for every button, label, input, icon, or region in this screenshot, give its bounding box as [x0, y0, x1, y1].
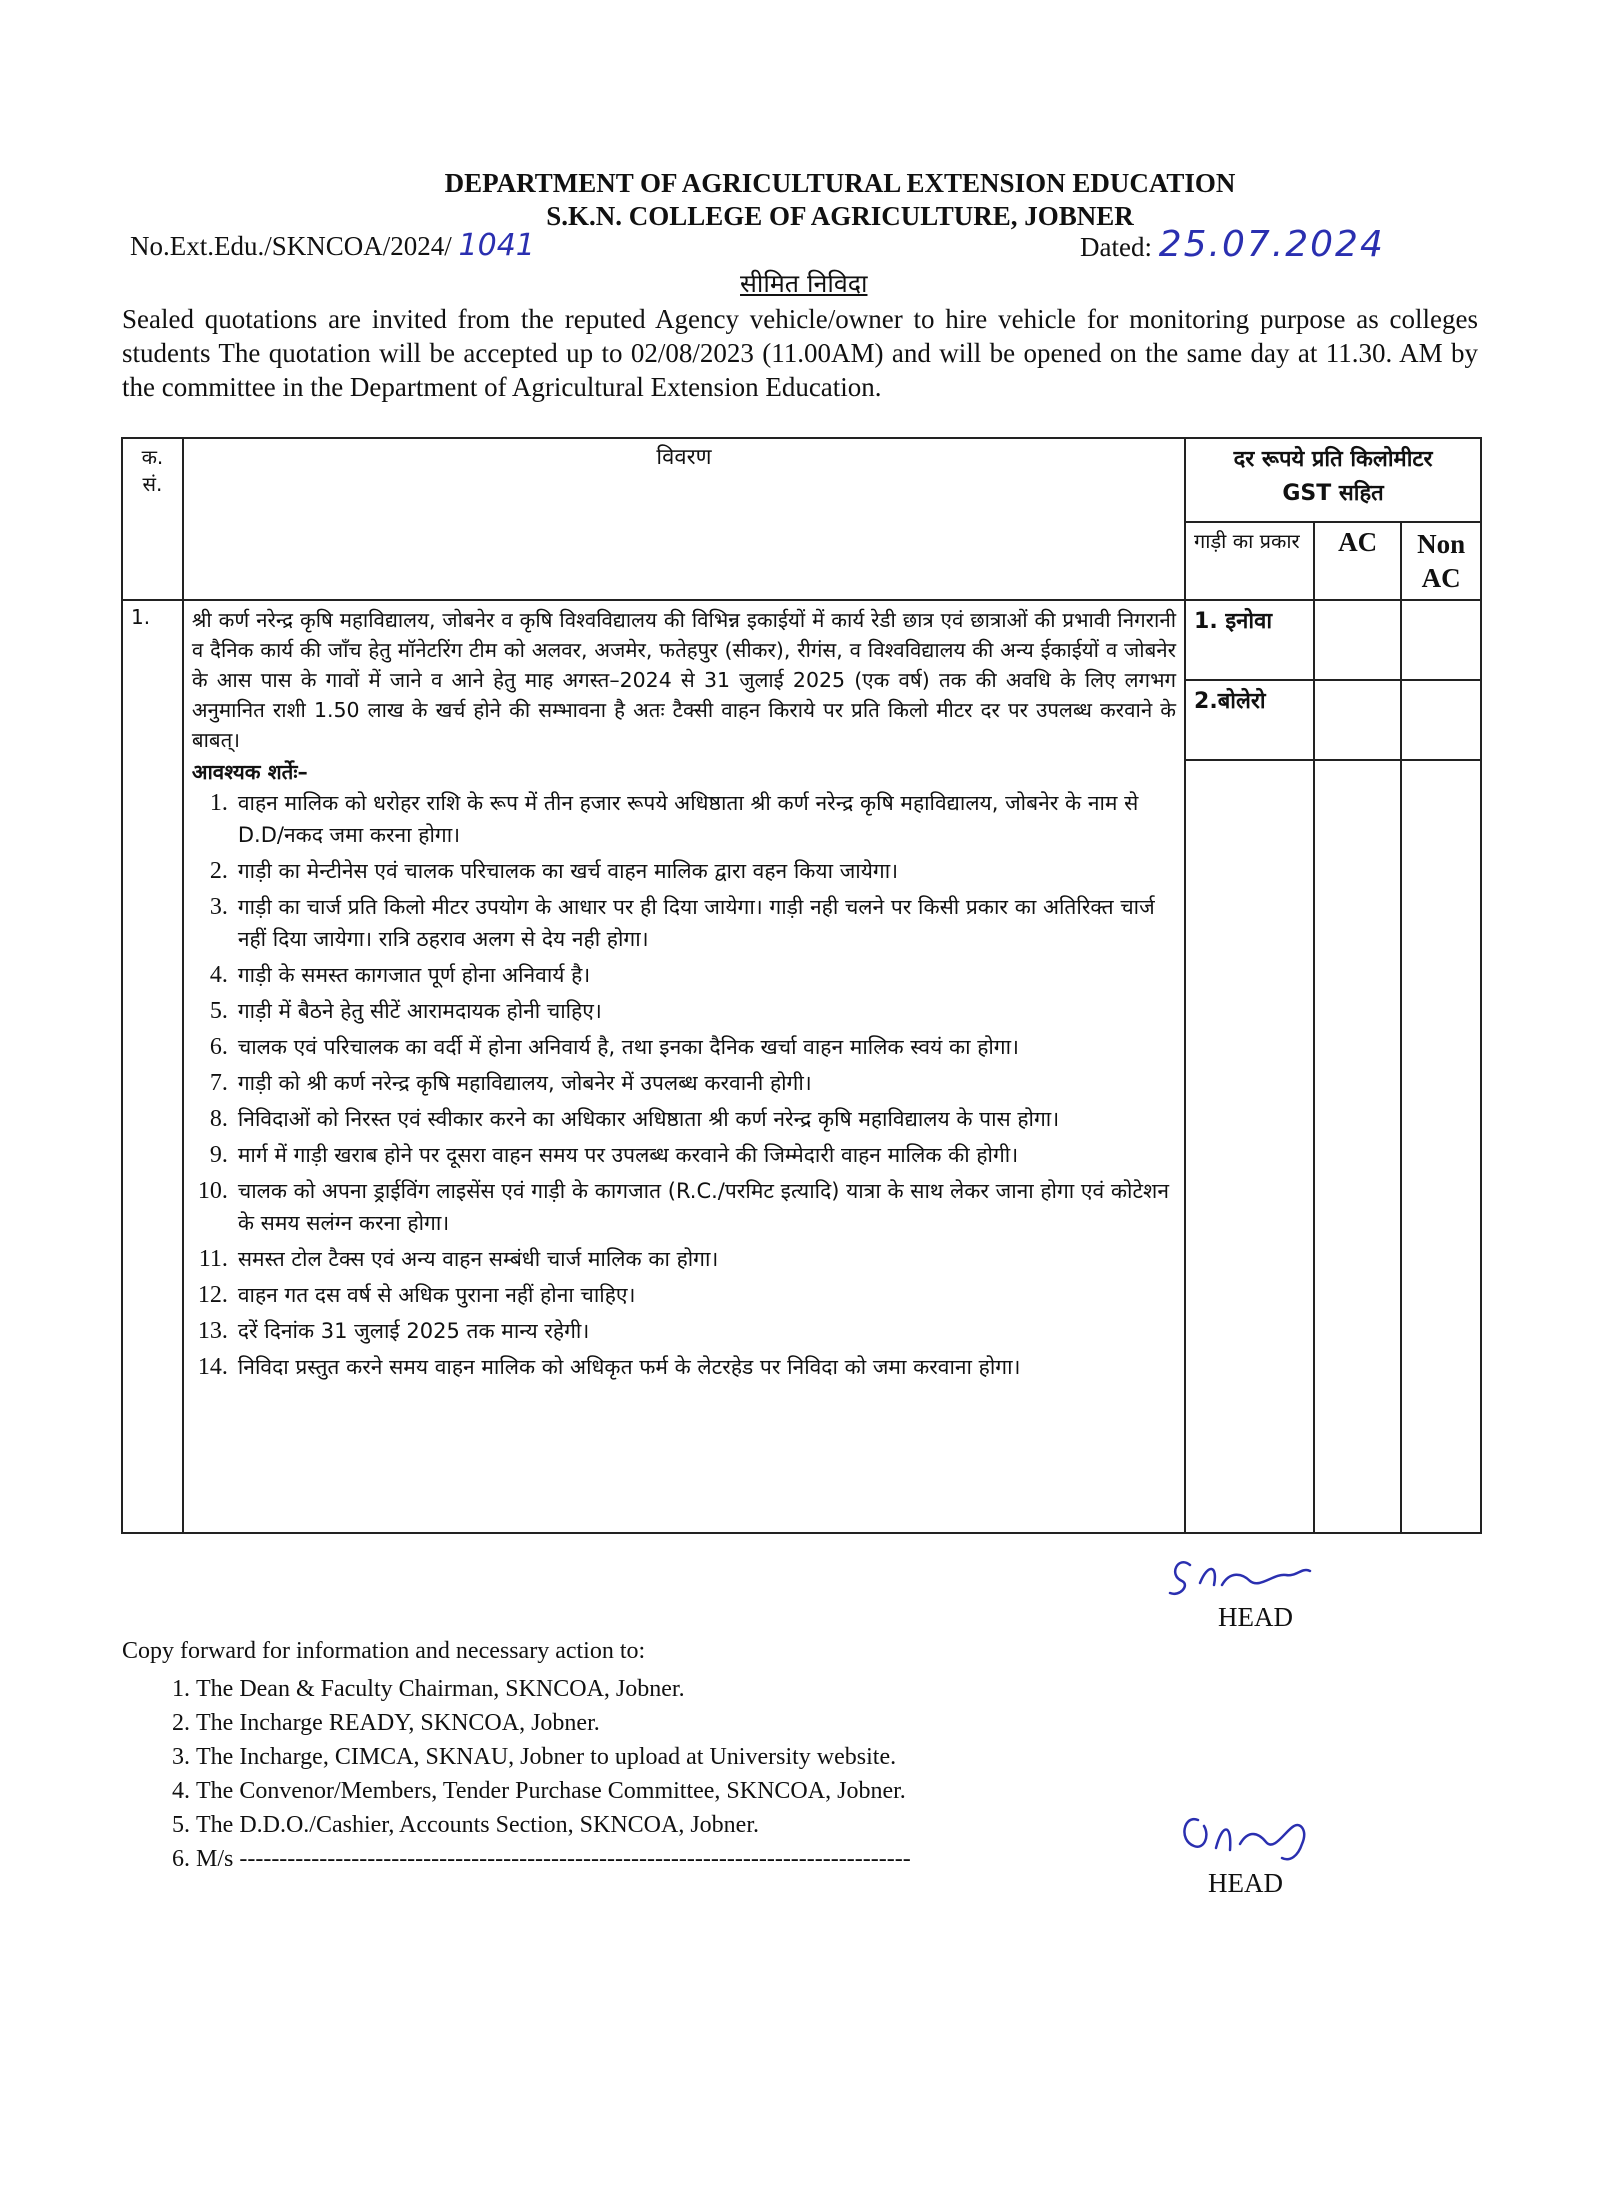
conditions-title: आवश्यक शर्तेः–	[191, 760, 308, 784]
copy-forward-item: 2. The Incharge READY, SKNCOA, Jobner.	[196, 1706, 911, 1740]
condition-item: 11. समस्त टोल टैक्स एवं अन्य वाहन सम्बंधी चार्ज मालिक का होगा।	[234, 1243, 1176, 1275]
condition-item: 4. गाड़ी के समस्त कागजात पूर्ण होना अनिवार्य है।	[234, 959, 1176, 991]
copy-forward-item: 1. The Dean & Faculty Chairman, SKNCOA, Jobner.	[196, 1672, 911, 1706]
reference-number-handwritten: 1041	[458, 228, 535, 263]
condition-item: 5. गाड़ी में बैठने हेतु सीटें आरामदायक होनी चाहिए।	[234, 995, 1176, 1027]
intro-paragraph: Sealed quotations are invited from the reputed Agency vehicle/owner to hire vehicle for monitoring purpose as colleges students The quotation will be accepted up to 02/08/2023 (11.00AM) and will be opened on the same day at 11.30. AM by the committee in the Department of Agricultural Extension Education.	[122, 304, 1478, 402]
description-text: श्री कर्ण नरेन्द्र कृषि महाविद्यालय, जोबनेर व कृषि विश्वविद्यालय की विभिन्न इकाईयों में कार्य रेडी छात्र एवं छात्राओं की प्रभावी निगरानी व दैनिक कार्य की जाँच हेतु मॉनेटरिंग टीम को अलवर, अजमेर, फतेहपुर (सीकर), रीगंस, व विश्वविद्यालय की अन्य ईकाईयों व जोबनेर के आस पास के गावों में जाने व आने हेतु माह अगस्त–2024 से 31 जुलाई 2025 (एक वर्ष) तक की अवधि के लिए लगभग अनुमानित राशी 1.50 लाख के खर्च होने की सम्भावना है अतः टैक्सी वाहन किराये पर प्रति किलो मीटर दर पर उपलब्ध करवाने के बाबत्।	[191, 608, 1177, 752]
copy-forward-item: 5. The D.D.O./Cashier, Accounts Section, SKNCOA, Jobner.	[196, 1808, 911, 1842]
condition-item: 1. वाहन मालिक को धरोहर राशि के रूप में तीन हजार रूपये अधिष्ठाता श्री कर्ण नरेन्द्र कृषि महाविद्यालय, जोबनेर के नाम से D.D/नकद जमा करना होगा।	[234, 787, 1176, 851]
copy-forward-item: 6. M/s ------------------------------------------------------------------------------------	[196, 1842, 911, 1876]
head-label-1: HEAD	[1218, 1602, 1293, 1632]
empty-non-ac-cell	[1401, 760, 1481, 1533]
department-heading: DEPARTMENT OF AGRICULTURAL EXTENSION EDUCATION	[444, 168, 1236, 198]
condition-item: 7. गाड़ी को श्री कर्ण नरेन्द्र कृषि महाविद्यालय, जोबनेर में उपलब्ध करवानी होगी।	[234, 1067, 1176, 1099]
vehicle-bolero: 2.बोलेरो	[1185, 680, 1314, 760]
date-handwritten: 25.07.2024	[1158, 224, 1385, 265]
head-signature-2	[1170, 1800, 1340, 1870]
reference-number	[130, 228, 535, 263]
condition-item: 3. गाड़ी का चार्ज प्रति किलो मीटर उपयोग के आधार पर ही दिया जायेगा। गाड़ी नही चलने पर किसी प्रकार का अतिरिक्त चार्ज नहीं दिया जायेगा। रात्रि ठहराव अलग से देय नही होगा।	[234, 891, 1176, 955]
tender-table	[121, 437, 1482, 1534]
rate-header-line2: GST सहित	[1282, 481, 1384, 506]
dated-line	[1080, 224, 1385, 265]
innova-ac-rate-cell	[1314, 600, 1401, 680]
condition-item: 2. गाड़ी का मेन्टीनेस एवं चालक परिचालक का खर्च वाहन मालिक द्वारा वहन किया जायेगा।	[234, 855, 1176, 887]
serial-header: क. सं.	[122, 438, 183, 600]
condition-item: 8. निविदाओं को निरस्त एवं स्वीकार करने का अधिकार अधिष्ठाता श्री कर्ण नरेन्द्र कृषि महाविद्यालय के पास होगा।	[234, 1103, 1176, 1135]
condition-item: 12. वाहन गत दस वर्ष से अधिक पुराना नहीं होना चाहिए।	[234, 1279, 1176, 1311]
row-serial: 1.	[122, 600, 183, 1533]
bolero-ac-rate-cell	[1314, 680, 1401, 760]
dated-label: Dated:	[1080, 232, 1152, 262]
copy-forward-item: 4. The Convenor/Members, Tender Purchase Committee, SKNCOA, Jobner.	[196, 1774, 911, 1808]
copy-forward-title: Copy forward for information and necessary action to:	[122, 1638, 646, 1664]
row-description	[183, 600, 1185, 1533]
condition-item: 9. मार्ग में गाड़ी खराब होने पर दूसरा वाहन समय पर उपलब्ध करवाने की जिम्मेदारी वाहन मालिक की होगी।	[234, 1139, 1176, 1171]
reference-prefix: No.Ext.Edu./SKNCOA/2024/	[130, 231, 452, 261]
document-title: सीमित निविदा	[740, 269, 868, 298]
bolero-non-ac-rate-cell	[1401, 680, 1481, 760]
copy-forward-item: 3. The Incharge, CIMCA, SKNAU, Jobner to upload at University website.	[196, 1740, 911, 1774]
description-header: विवरण	[183, 438, 1185, 600]
empty-type-cell	[1185, 760, 1314, 1533]
condition-item: 10. चालक को अपना ड्राईविंग लाइसेंस एवं गाड़ी के कागजात (R.C./परमिट इत्यादि) यात्रा के साथ लेकर जाना होगा एवं कोटेशन के समय सलंग्न करना होगा।	[234, 1175, 1176, 1239]
conditions-list	[192, 787, 1176, 1383]
rate-header	[1185, 438, 1481, 522]
vehicle-type-header: गाड़ी का प्रकार	[1185, 522, 1314, 600]
head-signature-1	[1160, 1545, 1330, 1605]
college-heading: S.K.N. COLLEGE OF AGRICULTURE, JOBNER	[546, 201, 1134, 231]
empty-ac-cell	[1314, 760, 1401, 1533]
head-label-2: HEAD	[1208, 1868, 1283, 1898]
rate-header-line1: दर रूपये प्रति किलोमीटर	[1233, 447, 1433, 472]
condition-item: 14. निविदा प्रस्तुत करने समय वाहन मालिक को अधिकृत फर्म के लेटरहेड पर निविदा को जमा करवाना होगा।	[234, 1351, 1176, 1383]
ac-header: AC	[1314, 522, 1401, 600]
condition-item: 13. दरें दिनांक 31 जुलाई 2025 तक मान्य रहेगी।	[234, 1315, 1176, 1347]
condition-item: 6. चालक एवं परिचालक का वर्दी में होना अनिवार्य है, तथा इनका दैनिक खर्चा वाहन मालिक स्वयं का होगा।	[234, 1031, 1176, 1063]
non-ac-header: Non AC	[1401, 522, 1481, 600]
vehicle-innova: 1. इनोवा	[1185, 600, 1314, 680]
innova-non-ac-rate-cell	[1401, 600, 1481, 680]
copy-forward-list	[160, 1672, 911, 1876]
